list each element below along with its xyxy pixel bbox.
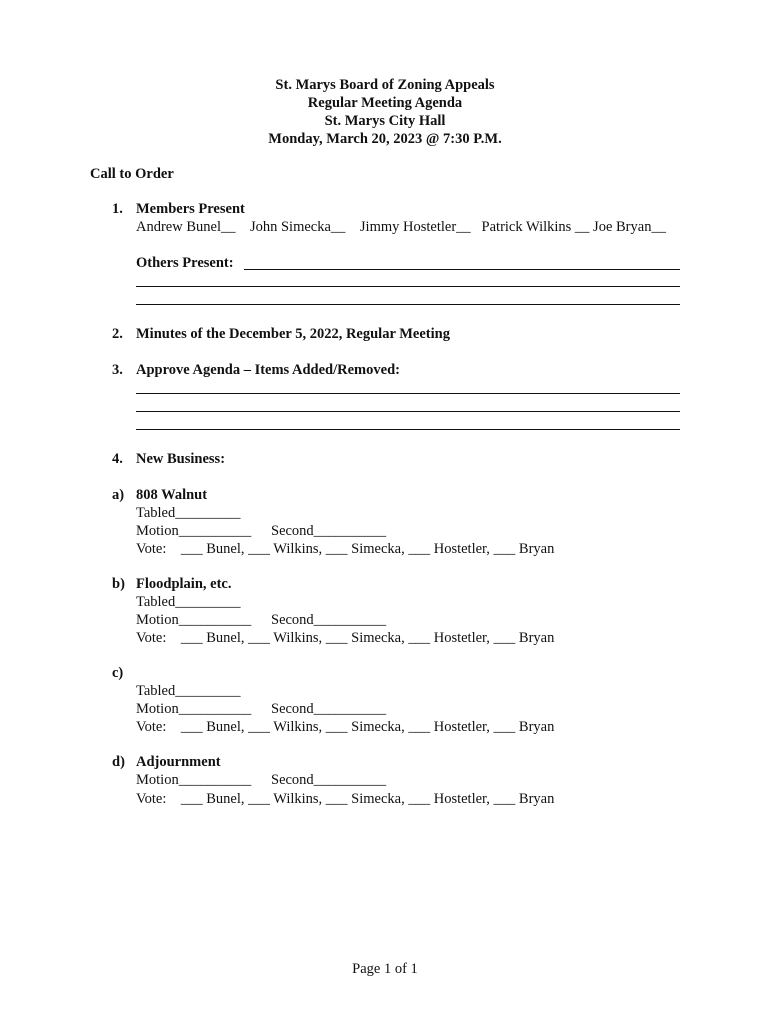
title-date: Monday, March 20, 2023 @ 7:30 P.M. xyxy=(268,131,502,147)
agenda-line-3 xyxy=(136,429,680,430)
sub-a-second: Second__________ xyxy=(271,523,387,539)
title-location: St. Marys City Hall xyxy=(324,113,446,129)
sub-b-vote: Vote: ___ Bunel, ___ Wilkins, ___ Simecka, ___ Hostetler, ___ Bryan xyxy=(136,630,555,646)
sub-b-tabled: Tabled_________ xyxy=(136,594,241,610)
item1-title: Members Present xyxy=(136,201,245,217)
item3-title: Approve Agenda – Items Added/Removed: xyxy=(136,362,400,378)
sub-c-vote: Vote: ___ Bunel, ___ Wilkins, ___ Simecka, ___ Hostetler, ___ Bryan xyxy=(136,719,555,735)
sub-b-letter: b) xyxy=(112,576,125,592)
sub-a-tabled: Tabled_________ xyxy=(136,505,241,521)
members-list: Andrew Bunel__ John Simecka__ Jimmy Hostetler__ Patrick Wilkins __ Joe Bryan__ xyxy=(136,219,666,235)
item2-title: Minutes of the December 5, 2022, Regular Meeting xyxy=(136,326,450,342)
others-line-1 xyxy=(244,269,680,270)
item2-number: 2. xyxy=(112,326,123,342)
others-line-3 xyxy=(136,304,680,305)
title-agenda: Regular Meeting Agenda xyxy=(307,95,463,111)
title-board: St. Marys Board of Zoning Appeals xyxy=(275,77,495,93)
sub-b-title: Floodplain, etc. xyxy=(136,576,232,592)
sub-c-motion: Motion__________ xyxy=(136,701,252,717)
sub-a-vote: Vote: ___ Bunel, ___ Wilkins, ___ Simecka, ___ Hostetler, ___ Bryan xyxy=(136,541,555,557)
agenda-line-1 xyxy=(136,393,680,394)
sub-b-second: Second__________ xyxy=(271,612,387,628)
sub-d-letter: d) xyxy=(112,754,125,770)
others-line-2 xyxy=(136,286,680,287)
call-to-order: Call to Order xyxy=(90,166,174,182)
item4-title: New Business: xyxy=(136,451,226,467)
item1-number: 1. xyxy=(112,201,123,217)
item4-number: 4. xyxy=(112,451,123,467)
sub-c-letter: c) xyxy=(112,665,124,681)
sub-d-vote: Vote: ___ Bunel, ___ Wilkins, ___ Simecka, ___ Hostetler, ___ Bryan xyxy=(136,791,555,807)
page-number: Page 1 of 1 xyxy=(352,961,418,977)
sub-d-motion: Motion__________ xyxy=(136,772,252,788)
sub-c-second: Second__________ xyxy=(271,701,387,717)
sub-a-title: 808 Walnut xyxy=(136,487,208,503)
sub-d-title: Adjournment xyxy=(136,754,221,770)
others-present-label: Others Present: xyxy=(136,255,238,271)
sub-a-letter: a) xyxy=(112,487,125,503)
item3-number: 3. xyxy=(112,362,123,378)
sub-d-second: Second__________ xyxy=(271,772,387,788)
agenda-line-2 xyxy=(136,411,680,412)
sub-b-motion: Motion__________ xyxy=(136,612,252,628)
sub-c-tabled: Tabled_________ xyxy=(136,683,241,699)
sub-a-motion: Motion__________ xyxy=(136,523,252,539)
